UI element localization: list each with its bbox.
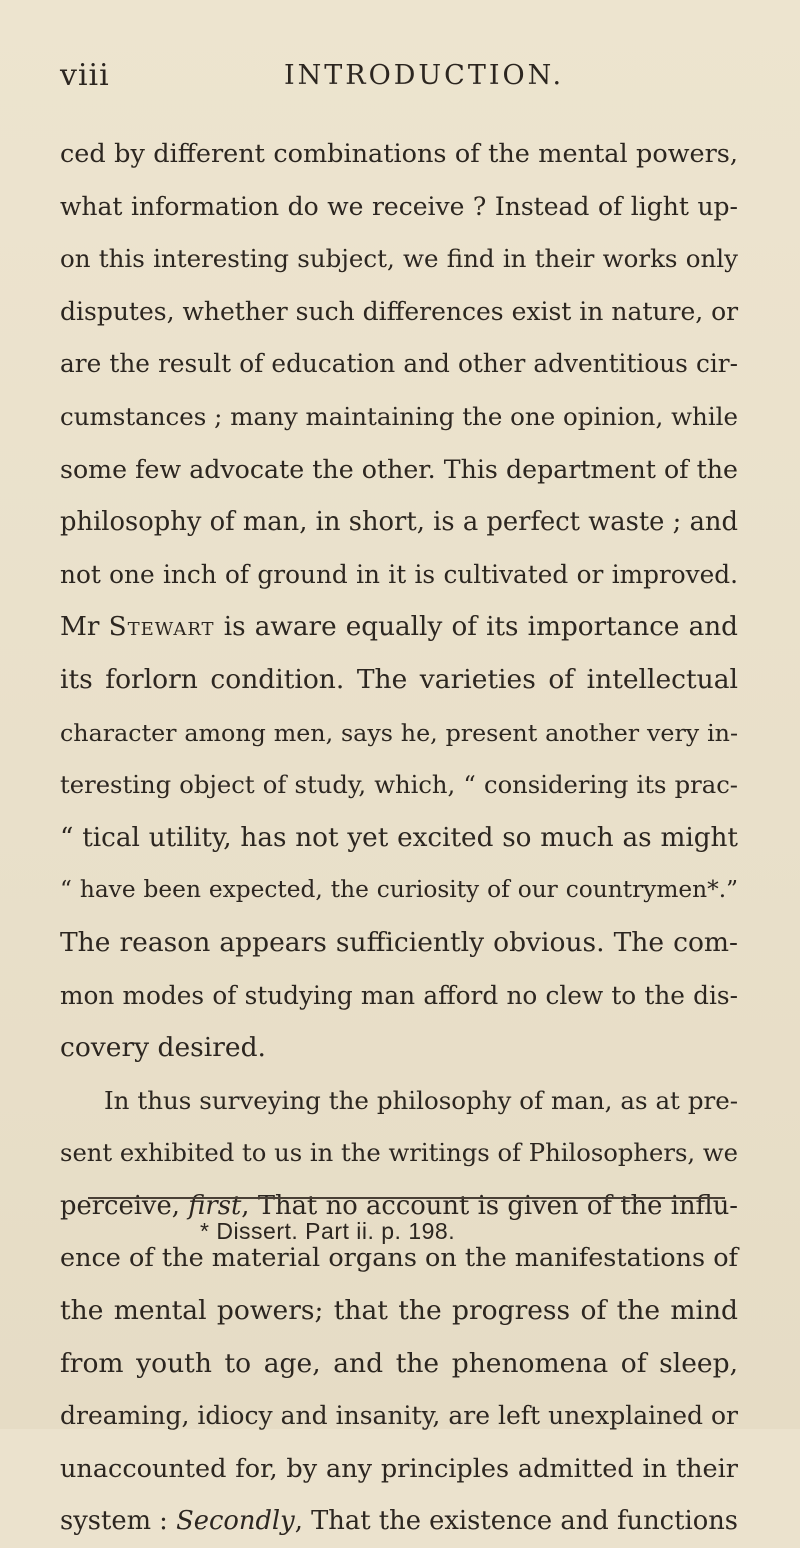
emphasis-first: first xyxy=(188,1190,242,1221)
emphasis-secondly: Secondly xyxy=(176,1506,295,1537)
text-line: cumstances ; many maintaining the one opinion, while xyxy=(60,401,738,431)
text-line: are the result of education and other adventitious cir- xyxy=(60,349,738,379)
text-line: the mental powers; that the progress of the mind xyxy=(60,1295,738,1327)
running-head xyxy=(60,58,740,98)
text-run: is aware equally of its importance and xyxy=(214,612,738,643)
text-line: dreaming, idiocy and insanity, are left unexplained or xyxy=(60,1401,738,1431)
running-title: INTRODUCTION. xyxy=(284,60,565,91)
text-line: unaccounted for, by any principles admitted in their xyxy=(60,1453,738,1484)
text-line: what information do we receive ? Instead of light up- xyxy=(60,191,738,221)
text-line: philosophy of man, in short, is a perfect waste ; and xyxy=(60,507,738,538)
footnote: * Dissert. Part ii. p. 198. xyxy=(200,1218,456,1244)
text-line: sent exhibited to us in the writings of Philosophers, we xyxy=(60,1138,738,1168)
text-run: , That no account is given of the influ- xyxy=(241,1190,738,1221)
text-run: perceive, xyxy=(60,1190,189,1221)
text-line: teresting object of study, which, “ considering its prac- xyxy=(60,770,738,800)
text-line: from youth to age, and the phenomena of sleep, xyxy=(60,1347,738,1379)
text-run: Mr xyxy=(60,612,109,643)
text-line: some few advocate the other. This department of the xyxy=(60,454,738,484)
text-line xyxy=(60,1495,738,1548)
text-line: “ have been expected, the curiosity of our countrymen*.” xyxy=(60,876,738,904)
text-line: its forlorn condition. The varieties of intellectual xyxy=(60,663,738,695)
text-line: In thus surveying the philosophy of man, as at pre- xyxy=(104,1085,738,1115)
text-line: on this interesting subject, we find in their works only xyxy=(60,244,738,274)
footnote-rule xyxy=(88,1197,725,1199)
text-run: system : xyxy=(60,1506,177,1537)
text-line xyxy=(60,601,738,654)
text-line: covery desired. xyxy=(60,1032,266,1064)
author-name: Stewart xyxy=(108,612,215,643)
text-line: The reason appears sufficiently obvious. The com- xyxy=(60,926,738,958)
text-line: mon modes of studying man afford no clew to the dis- xyxy=(60,980,738,1010)
text-run: , That the existence and functions xyxy=(294,1506,738,1537)
text-line: disputes, whether such differences exist in nature, or xyxy=(60,296,739,326)
text-line: ence of the material organs on the manifestations of xyxy=(60,1243,738,1274)
body-text xyxy=(60,128,738,1548)
text-line: “ tical utility, has not yet excited so much as might xyxy=(60,822,738,853)
text-line: ced by different combinations of the mental powers, xyxy=(60,139,738,169)
text-line: character among men, says he, present another very in- xyxy=(60,718,738,747)
text-line: not one inch of ground in it is cultivated or improved. xyxy=(60,559,738,589)
page-number: viii xyxy=(60,58,110,93)
